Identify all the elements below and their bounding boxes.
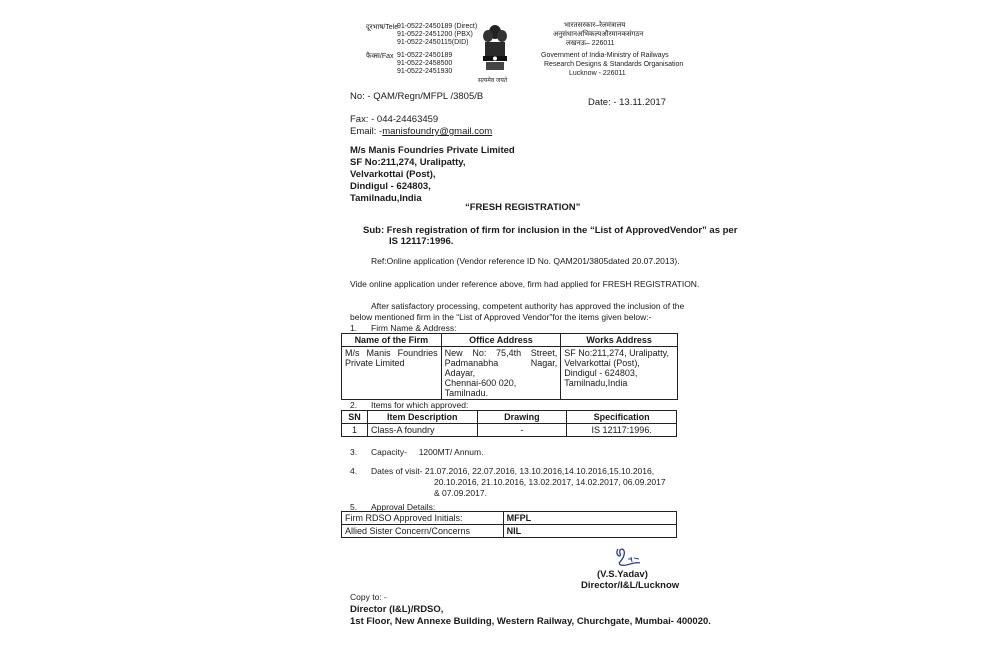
copy-to-line: Director (I&L)/RDSO,: [350, 604, 444, 615]
table-header: Works Address: [561, 334, 678, 347]
cell-line: SF No:211,274, Uralipatty,: [564, 348, 669, 358]
tele-number: 91-0522-2450189 (Direct): [397, 23, 478, 30]
address-line: SF No:211,274, Uralipatty,: [350, 157, 466, 168]
email-label: Email: -: [350, 126, 383, 137]
table-header: Name of the Firm: [342, 334, 442, 347]
dates-line: 20.10.2016, 21.10.2016, 13.02.2017, 14.02.2017, 06.09.2017: [434, 477, 666, 487]
cell-line: Tamilnadu,India: [564, 378, 628, 388]
table-cell: Firm RDSO Approved Initials:: [342, 512, 504, 525]
signatory-designation: Director/I&L/Lucknow: [581, 580, 680, 591]
national-emblem-icon: [481, 22, 509, 76]
table-cell: Class-A foundry: [367, 424, 477, 437]
capacity-line: Capacity- 1200MT/ Annum.: [371, 447, 484, 457]
org-hindi: लखनऊ– 226011: [566, 40, 615, 47]
cell-line: New No: 75,4th Street,: [444, 348, 558, 358]
table-cell: NIL: [503, 525, 676, 538]
fax-number: 91-0522-2451930: [397, 68, 453, 75]
table-header: Item Description: [367, 411, 477, 424]
org-hindi: अनुसंधानअभिकल्पऔरमानकसंगठन: [553, 31, 644, 38]
fax-line: Fax: - 044-24463459: [350, 114, 439, 125]
address-line: Tamilnadu,India: [350, 193, 422, 204]
table-cell: MFPL: [503, 512, 676, 525]
letter-heading: “FRESH REGISTRATION”: [465, 202, 581, 213]
address-line: Dindigul - 624803,: [350, 181, 431, 192]
dates-line: Dates of visit- 21.07.2016, 22.07.2016, 13.10.2016,14.10.2016,15.10.2016,: [371, 466, 655, 476]
works-address-cell: [561, 347, 678, 400]
org-hindi: भारतसरकार–रेलमंत्रालय: [564, 22, 626, 29]
table-cell: 1: [342, 424, 368, 437]
section-number: 1.: [350, 323, 358, 333]
table-header: SN: [342, 411, 368, 424]
signature-icon: [612, 545, 644, 571]
cell-line: Private Limited: [345, 358, 405, 368]
copy-to-label: Copy to: -: [350, 592, 387, 602]
section-title: Approval Details:: [371, 502, 436, 512]
table-cell: IS 12117:1996.: [567, 424, 677, 437]
address-line: M/s Manis Foundries Private Limited: [350, 145, 515, 156]
reference-number: No: - QAM/Regn/MFPL /3805/B: [350, 91, 484, 102]
firm-name-cell: [342, 347, 442, 400]
cell-line: Velvarkottai (Post),: [564, 358, 640, 368]
table-header: Specification: [567, 411, 677, 424]
dates-line: & 07.09.2017.: [434, 488, 487, 498]
cell-line: Chennai-600 020, Tamilnadu.: [444, 378, 517, 398]
address-line: Velvarkottai (Post),: [350, 169, 436, 180]
firm-table: [341, 333, 678, 400]
cell-line: Padmanabha Nagar, Adayar,: [444, 358, 558, 378]
section-title: Firm Name & Address:: [371, 323, 457, 333]
emblem-caption: सत्यमेव जयते: [478, 78, 508, 84]
subject-line: Sub: Fresh registration of firm for inclusion in the “List of ApprovedVendor” as per: [363, 225, 738, 236]
signatory-name: (V.S.Yadav): [597, 569, 648, 580]
copy-to-line: 1st Floor, New Annexe Building, Western Railway, Churchgate, Mumbai- 400020.: [350, 616, 711, 627]
org-english: Government of India-Ministry of Railways: [541, 52, 669, 59]
table-header: Office Address: [441, 334, 561, 347]
tele-number: 91-0522-2451200 (PBX): [397, 31, 473, 38]
items-table: [341, 410, 677, 437]
fax-number: 91-0522-2458500: [397, 60, 453, 67]
section-number: 3.: [350, 447, 358, 457]
section-number: 5.: [350, 502, 358, 512]
approval-table: [341, 511, 677, 538]
vide-line: Vide online application under reference above, firm had applied for FRESH REGISTRATION.: [350, 279, 700, 289]
fax-number: 91-0522-2450189: [397, 52, 453, 59]
body-paragraph: below mentioned firm in the “List of Approved Vendor”for the items given below:-: [350, 312, 652, 322]
org-english: Research Designs & Standards Organisation: [544, 61, 684, 68]
table-cell: Allied Sister Concern/Concerns: [342, 525, 504, 538]
section-number: 4.: [350, 466, 358, 476]
tele-number: 91-0522-2450115(DID): [397, 39, 469, 46]
table-header: Drawing: [477, 411, 567, 424]
section-number: 2.: [350, 400, 358, 410]
org-english: Lucknow - 226011: [569, 70, 626, 77]
email-link[interactable]: manisfoundry@gmail.com: [382, 126, 493, 137]
email-line: [350, 126, 492, 137]
reference-line: Ref:Online application (Vendor reference ID No. QAM201/3805dated 20.07.2013).: [371, 256, 680, 266]
fax-label: फैक्स/Fax: [366, 53, 394, 60]
cell-line: M/s Manis Foundries: [345, 348, 438, 358]
subject-line: IS 12117:1996.: [389, 236, 454, 247]
table-cell: -: [477, 424, 567, 437]
tele-label: दूरभाष/Tele: [366, 24, 399, 31]
section-title: Items for which approved:: [371, 400, 469, 410]
letter-date: Date: - 13.11.2017: [588, 97, 666, 108]
cell-line: Dindigul - 624803,: [564, 368, 638, 378]
body-paragraph: After satisfactory processing, competent authority has approved the inclusion of the: [371, 301, 685, 311]
office-address-cell: [441, 347, 561, 400]
